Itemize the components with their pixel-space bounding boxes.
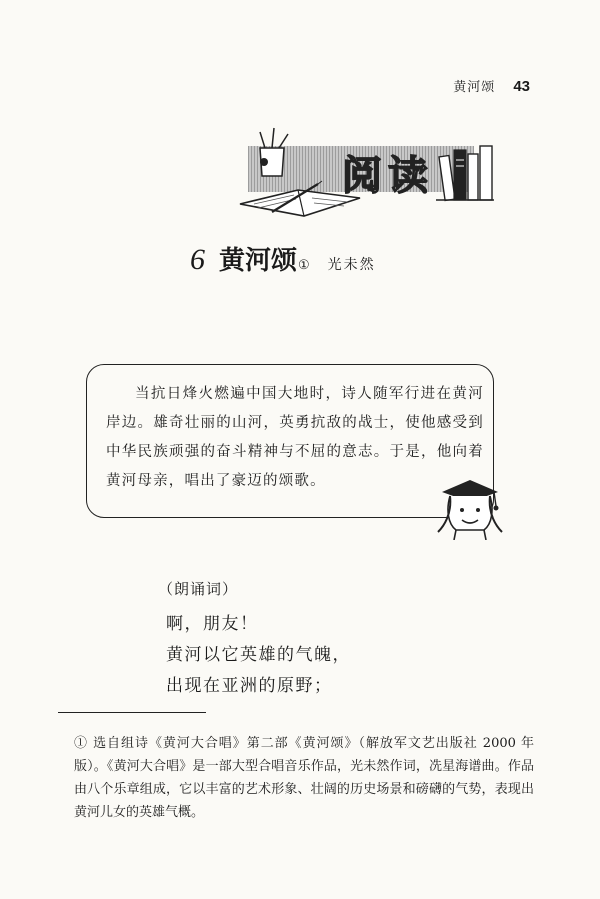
lesson-number: 6 bbox=[190, 243, 205, 276]
footnote-text: ① 选自组诗《黄河大合唱》第二部《黄河颂》（解放军文艺出版社 2000 年版）。《黄河大合唱》是一部大型合唱音乐作品，光未然作词，冼星海谱曲。作品由八个乐章组成，它以丰富的艺术形象、壮阔的历史场景和磅礴的气势，表现出黄河儿女的英雄气概。 bbox=[74, 736, 534, 820]
footnote-divider bbox=[58, 712, 206, 713]
student-cartoon-icon bbox=[432, 470, 504, 540]
poem-line: 黄河以它英雄的气魄， bbox=[166, 645, 351, 665]
page-number: 43 bbox=[513, 78, 530, 95]
running-title: 黄河颂 bbox=[453, 80, 496, 95]
footnote-marker: ① bbox=[298, 258, 310, 273]
pencil-cup-icon bbox=[260, 128, 288, 176]
lesson-name: 黄河颂 bbox=[219, 246, 298, 276]
lesson-author: 光未然 bbox=[327, 257, 376, 273]
poem-tag: （朗诵词） bbox=[158, 580, 239, 598]
intro-text: 当抗日烽火燃遍中国大地时，诗人随军行进在黄河岸边。雄奇壮丽的山河，英勇抗敌的战士，使他感受到中华民族顽强的奋斗精神与不屈的意志。于是，他向着黄河母亲，唱出了豪迈的颂歌。 bbox=[106, 386, 484, 489]
poem-line: 啊，朋友！ bbox=[166, 614, 259, 634]
books-icon bbox=[436, 146, 494, 200]
lesson-title bbox=[190, 240, 376, 280]
banner-label: 阅读 bbox=[342, 153, 434, 199]
poem-line: 出现在亚洲的原野； bbox=[166, 676, 333, 696]
running-header bbox=[0, 76, 530, 95]
